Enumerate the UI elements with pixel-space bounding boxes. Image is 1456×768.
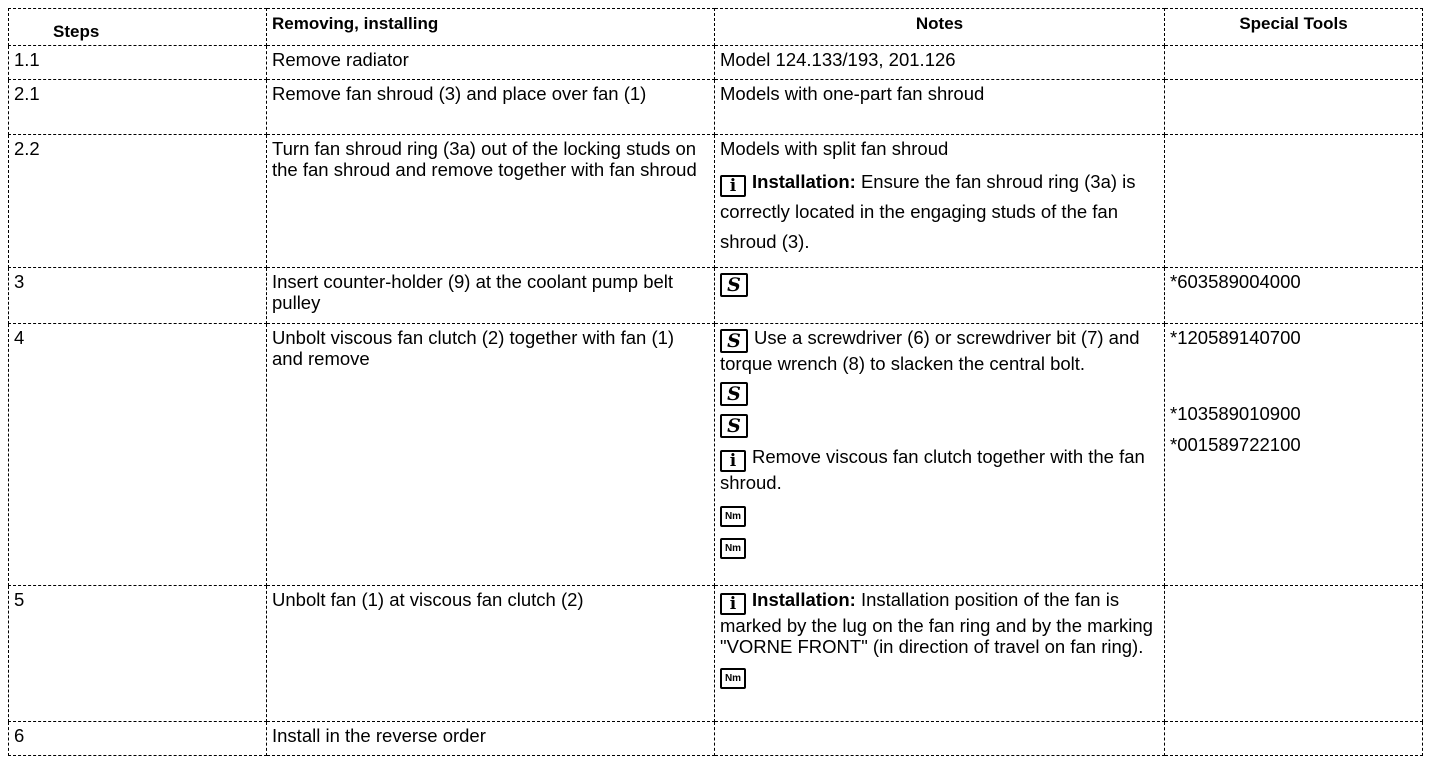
torque-icon: Nm xyxy=(720,538,746,559)
step-tool xyxy=(1165,80,1423,135)
special-tool-icon: S xyxy=(720,329,748,353)
table-row xyxy=(9,268,1423,324)
step-notes-cell xyxy=(715,586,1165,722)
tool-number: *120589140700 xyxy=(1170,327,1301,348)
remove-clutch-note-text: Remove viscous fan clutch together with the fan shroud. xyxy=(720,446,1145,493)
step-number: 1.1 xyxy=(9,46,267,80)
table-row xyxy=(9,586,1423,722)
remove-clutch-note xyxy=(720,446,1159,493)
info-icon: i xyxy=(720,593,746,615)
info-icon: i xyxy=(720,450,746,472)
step-action: Unbolt viscous fan clutch (2) together with fan (1) and remove xyxy=(267,324,715,586)
table-row xyxy=(9,80,1423,135)
header-notes: Notes xyxy=(715,9,1165,46)
special-tool-icon: S xyxy=(720,273,748,297)
installation-label: Installation: xyxy=(752,589,856,610)
step-action: Turn fan shroud ring (3a) out of the locking studs on the fan shroud and remove together with fan shroud xyxy=(267,135,715,268)
step-action: Remove fan shroud (3) and place over fan (1) xyxy=(267,80,715,135)
step-tool xyxy=(1165,722,1423,756)
header-special-tools: Special Tools xyxy=(1165,9,1423,46)
step-number: 6 xyxy=(9,722,267,756)
step-tool xyxy=(1165,46,1423,80)
torque-icon-line xyxy=(720,531,1159,559)
step-number: 4 xyxy=(9,324,267,586)
table-header-row xyxy=(9,9,1423,46)
step-action: Install in the reverse order xyxy=(267,722,715,756)
info-icon: i xyxy=(720,175,746,197)
installation-text: Installation position of the fan is marked by the lug on the fan ring and by the marking "VORNE FRONT" (in direction of travel on fan ring). xyxy=(720,589,1153,657)
special-tool-icon: S xyxy=(720,382,748,406)
step-action: Unbolt fan (1) at viscous fan clutch (2) xyxy=(267,586,715,722)
torque-icon-line xyxy=(720,661,1159,689)
step-action: Remove radiator xyxy=(267,46,715,80)
step-notes-cell xyxy=(715,324,1165,586)
step-tool xyxy=(1165,135,1423,268)
procedure-table xyxy=(8,8,1423,756)
step-note: Models with split fan shroud xyxy=(720,138,949,159)
step-number: 2.1 xyxy=(9,80,267,135)
step-tools-cell xyxy=(1165,324,1423,586)
installation-note xyxy=(720,167,1159,257)
header-removing-installing: Removing, installing xyxy=(267,9,715,46)
header-steps: Steps xyxy=(9,9,267,46)
step-number: 3 xyxy=(9,268,267,324)
step-note: Model 124.133/193, 201.126 xyxy=(715,46,1165,80)
step-notes-cell xyxy=(715,268,1165,324)
step-tool xyxy=(1165,586,1423,722)
tool-number: *103589010900 xyxy=(1170,403,1301,424)
step-number: 5 xyxy=(9,586,267,722)
installation-note xyxy=(720,589,1159,657)
table-row xyxy=(9,324,1423,586)
torque-icon-line xyxy=(720,499,1159,527)
installation-label: Installation: xyxy=(752,171,856,192)
special-tool-icon: S xyxy=(720,414,748,438)
installation-text: Ensure the fan shroud ring (3a) is correctly located in the engaging studs of the fan shroud (3). xyxy=(720,171,1136,252)
tool-number: *001589722100 xyxy=(1170,434,1301,455)
table-row xyxy=(9,135,1423,268)
screwdriver-note xyxy=(720,327,1159,374)
step-note xyxy=(715,722,1165,756)
step-notes-cell xyxy=(715,135,1165,268)
tool-icon-line xyxy=(720,380,1159,406)
screwdriver-note-text: Use a screwdriver (6) or screwdriver bit (7) and torque wrench (8) to slacken the central bolt. xyxy=(720,327,1140,374)
torque-icon: Nm xyxy=(720,506,746,527)
step-action: Insert counter-holder (9) at the coolant pump belt pulley xyxy=(267,268,715,324)
tool-icon-line xyxy=(720,412,1159,438)
table-row xyxy=(9,722,1423,756)
step-note: Models with one-part fan shroud xyxy=(715,80,1165,135)
step-tool: *603589004000 xyxy=(1165,268,1423,324)
step-number: 2.2 xyxy=(9,135,267,268)
torque-icon: Nm xyxy=(720,668,746,689)
table-row xyxy=(9,46,1423,80)
